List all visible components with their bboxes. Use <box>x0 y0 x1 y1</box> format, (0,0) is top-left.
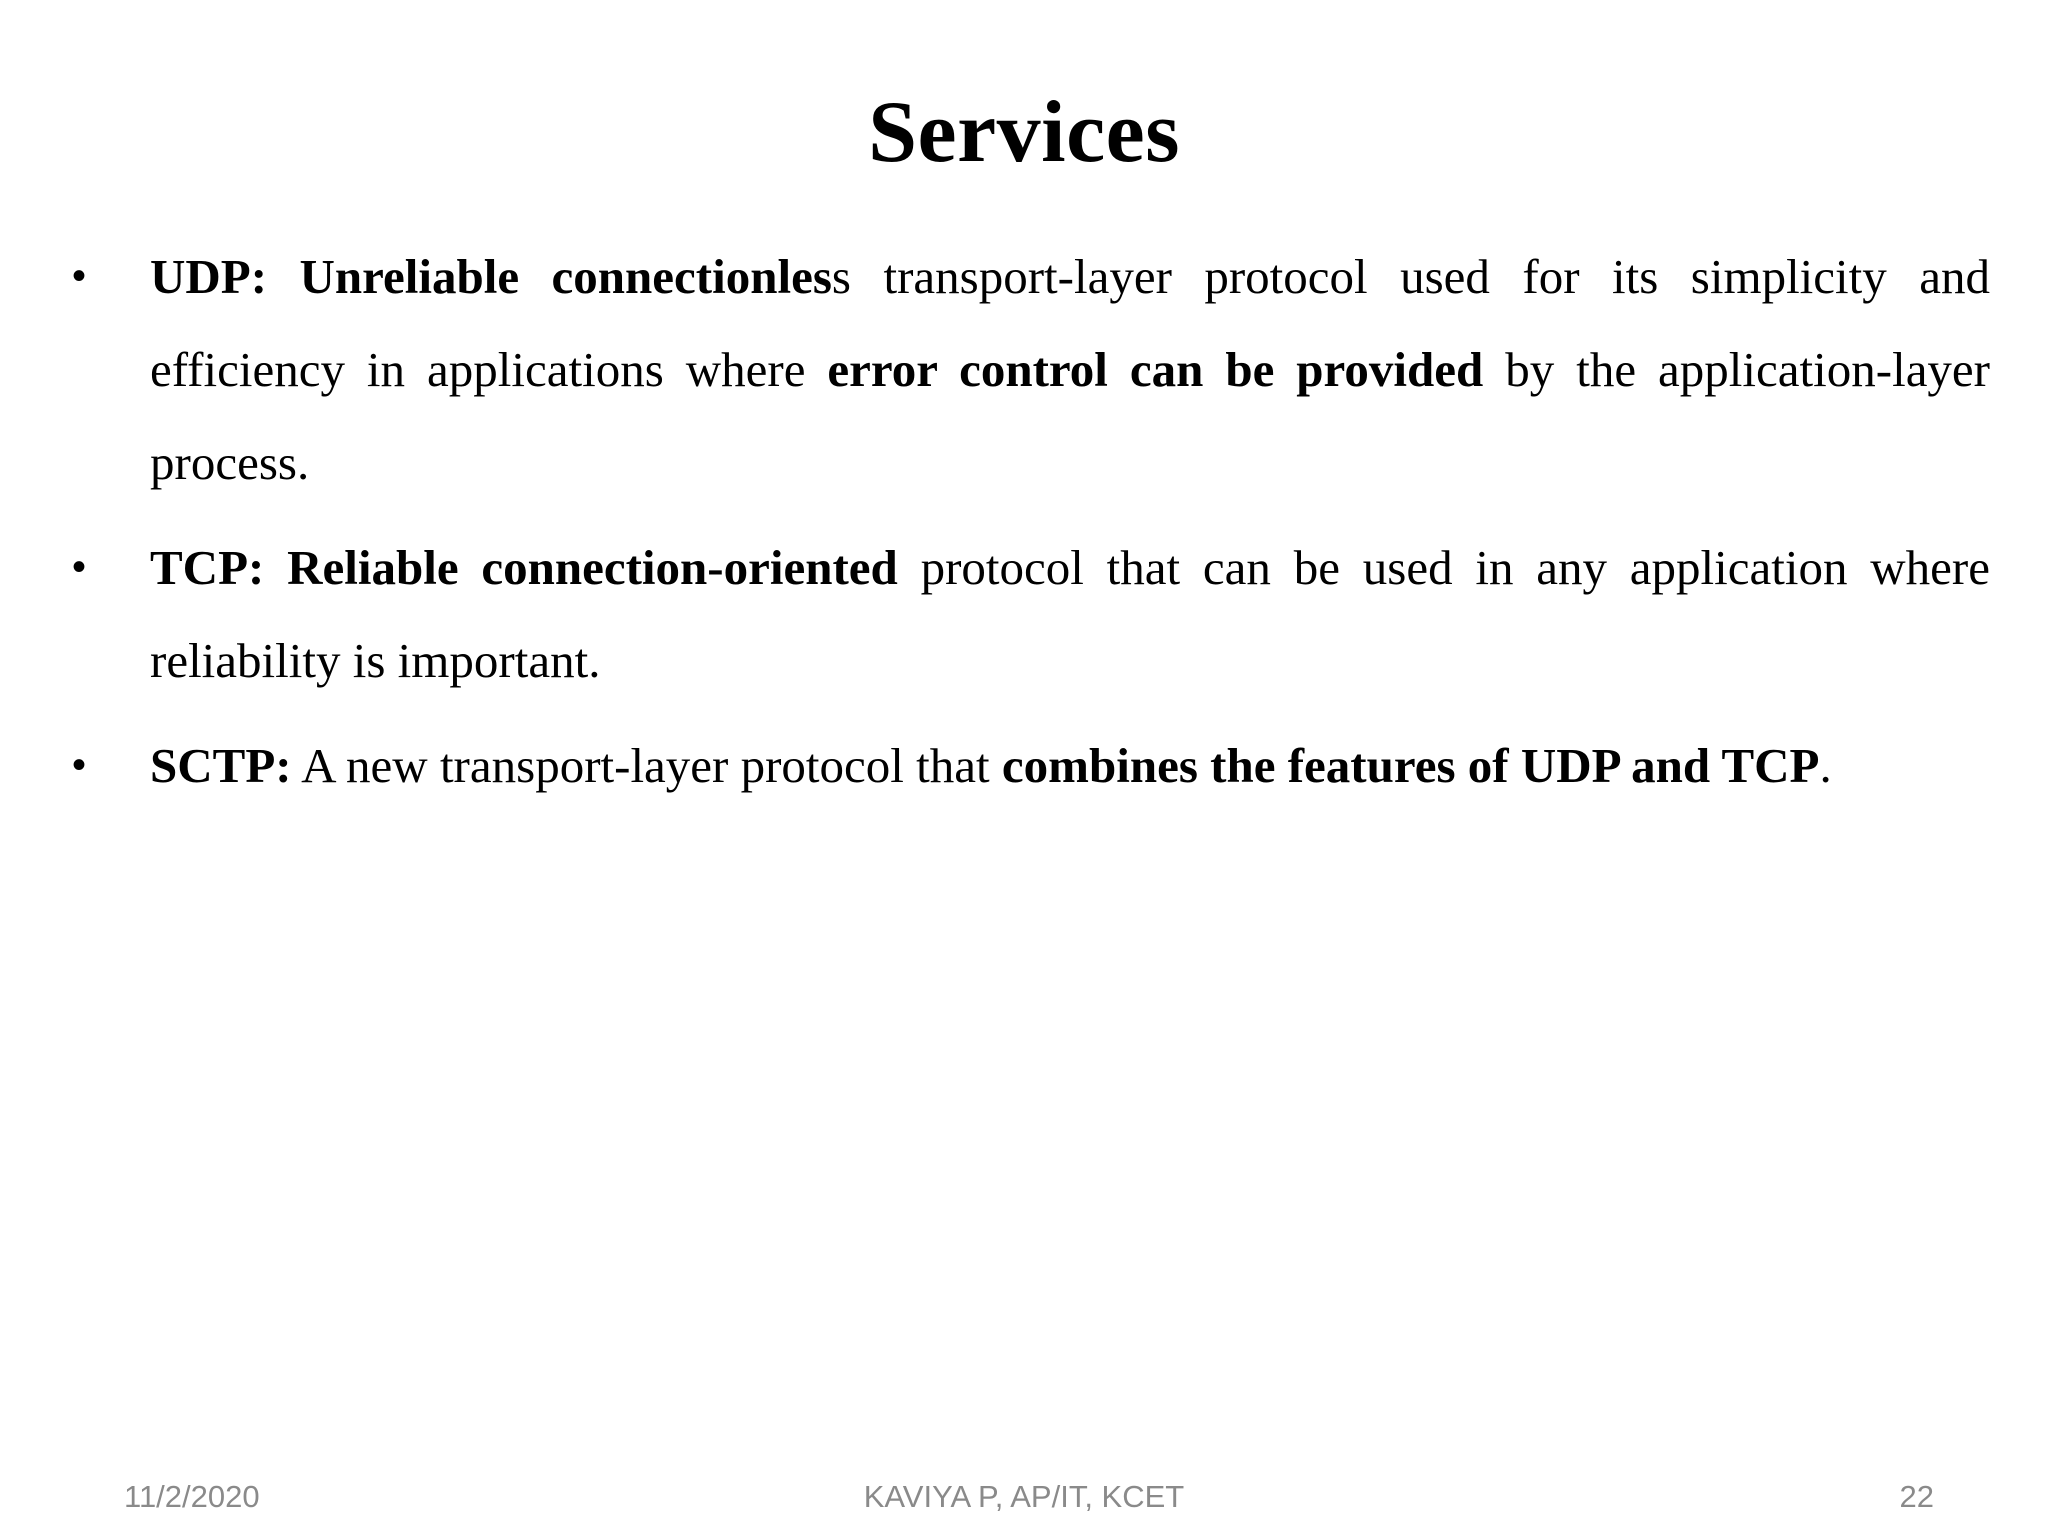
bullet-text: . <box>1819 738 1832 793</box>
bullet-marker: • <box>72 254 87 298</box>
bullet-item-tcp <box>60 521 1990 707</box>
bullet-text-bold: SCTP: <box>150 738 292 793</box>
footer-date: 11/2/2020 <box>124 1479 260 1514</box>
bullet-marker: • <box>72 545 87 589</box>
bullet-text: protocol that can be used in any application where reliability is important. <box>150 540 1990 688</box>
bullet-text: by the application-layer process. <box>150 342 1991 490</box>
bullet-text-bold: error control can be provided <box>827 342 1484 397</box>
bullet-marker: • <box>72 743 87 787</box>
bullet-text-bold: combines the features of UDP and TCP <box>1001 738 1820 793</box>
slide-title: Services <box>868 84 1180 181</box>
bullet-text: s transport-layer protocol used for its simplicity and efficiency in applications where <box>150 249 1990 397</box>
bullet-item-udp <box>60 230 1990 509</box>
footer-author: KAVIYA P, AP/IT, KCET <box>863 1479 1185 1514</box>
bullet-text-bold: UDP: Unreliable connectionles <box>150 249 832 304</box>
bullet-item-sctp <box>60 719 1990 812</box>
bullet-text: A new transport-layer protocol that <box>291 738 1002 793</box>
bullet-text-bold: TCP: Reliable connection-oriented <box>150 540 898 595</box>
page-number: 22 <box>1899 1479 1934 1514</box>
bullet-list <box>60 230 1990 824</box>
